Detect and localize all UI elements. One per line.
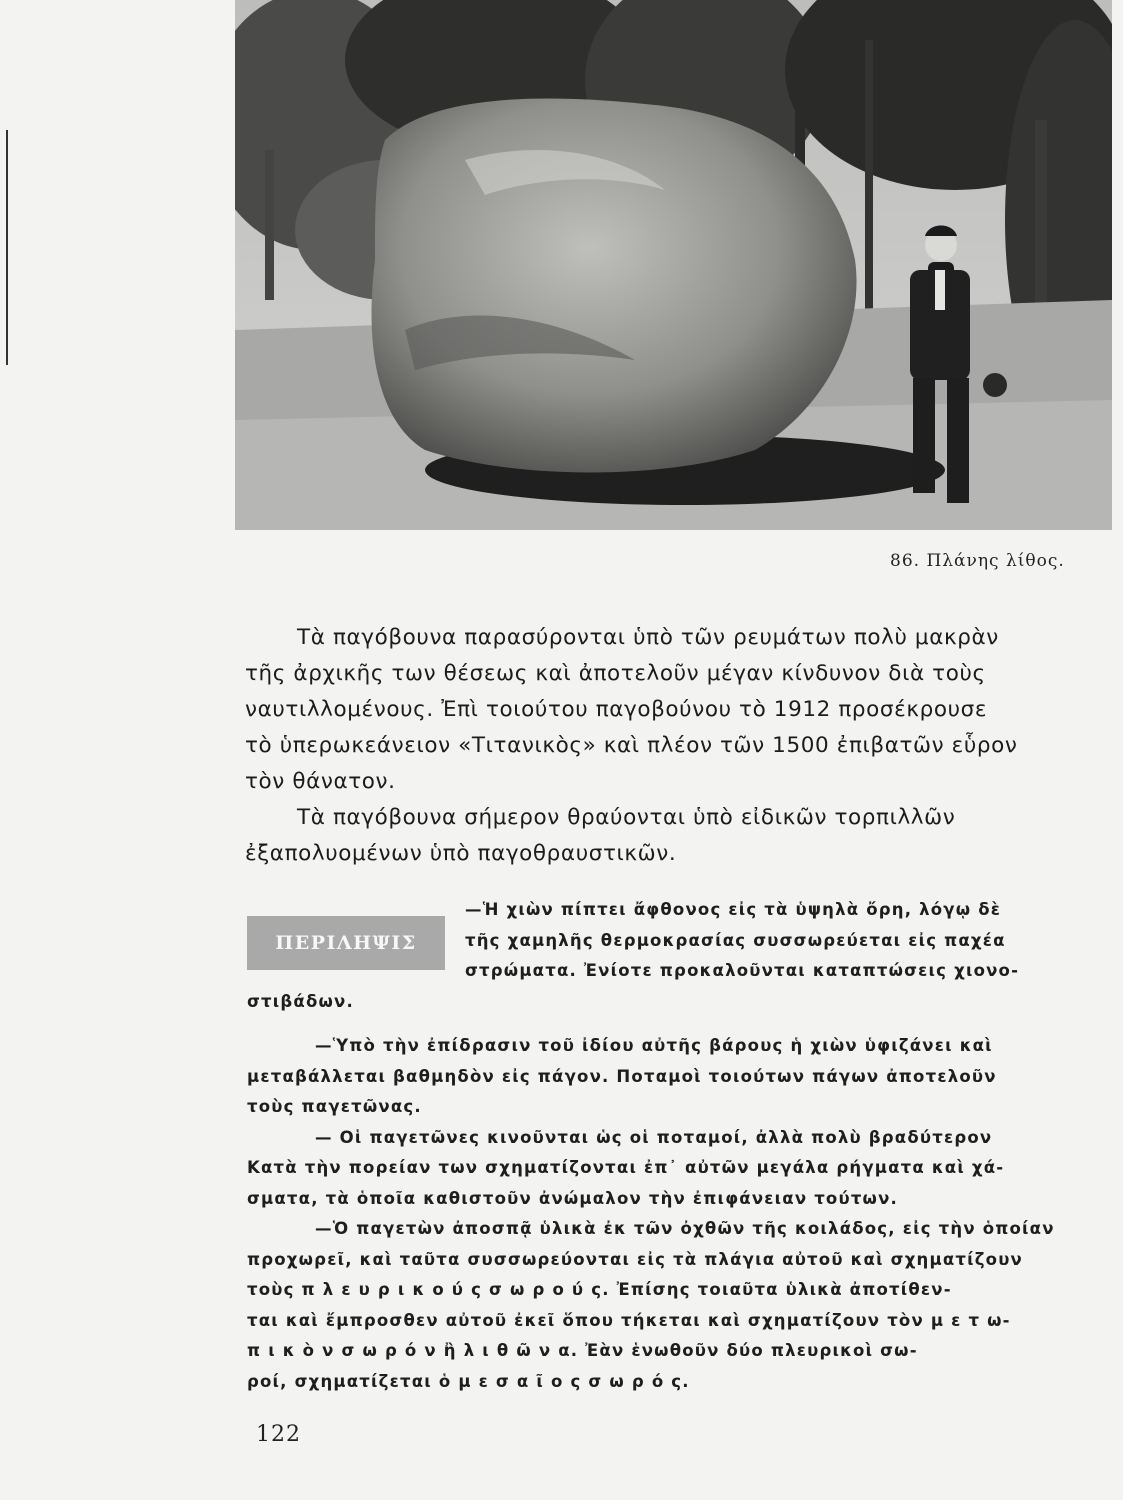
summary-line: —Ὁ παγετὼν ἀποσπᾷ ὑλικὰ ἐκ τῶν ὀχθῶν τῆς κοιλάδος, εἰς τὴν ὁποίαν <box>315 1219 1055 1238</box>
summary-line: ροί, σχηματίζεται ὁ μ ε σ α ῖ ο ς σ ω ρ ό ς. <box>247 1371 690 1391</box>
summary-line: π ι κ ὸ ν σ ω ρ ό ν ἢ λ ι θ ῶ ν α. Ἐὰν ἑνωθοῦν δύο πλευρικοὶ σω- <box>247 1341 918 1360</box>
body-line: τὸ ὑπερωκεάνειον «Τιτανικὸς» καὶ πλέον τῶν 1500 ἐπιβατῶν εὗρον <box>245 733 1018 758</box>
summary-line: — Οἱ παγετῶνες κινοῦνται ὡς οἱ ποταμοί, ἀλλὰ πολὺ βραδύτερον <box>315 1127 993 1147</box>
summary-line: μεταβάλλεται βαθμηδὸν εἰς πάγον. Ποταμοὶ τοιούτων πάγων ἀποτελοῦν <box>247 1066 997 1086</box>
summary-line: ται καὶ ἔμπροσθεν αὐτοῦ ἐκεῖ ὅπου τήκεται καὶ σχηματίζουν τὸν μ ε τ ω- <box>247 1310 1011 1330</box>
summary-line: Κατὰ τὴν πορείαν των σχηματίζονται ἐπ᾿ αὐτῶν μεγάλα ρήγματα καὶ χά- <box>247 1158 1005 1177</box>
summary-line: τῆς χαμηλῆς θερμοκρασίας συσσωρεύεται εἰς παχέα <box>465 930 1006 950</box>
body-line: τῆς ἀρχικῆς των θέσεως καὶ ἀποτελοῦν μέγαν κίνδυνον διὰ τοὺς <box>245 661 986 686</box>
summary-line: σματα, τὰ ὁποῖα καθιστοῦν ἀνώμαλον τὴν ἐπιφάνειαν τούτων. <box>247 1188 898 1208</box>
summary-text <box>247 895 1123 1397</box>
body-line: Τὰ παγόβουνα παρασύρονται ὑπὸ τῶν ρευμάτων πολὺ μακρὰν <box>297 625 999 650</box>
summary-line: στιβάδων. <box>247 991 354 1011</box>
summary-line: στρώματα. Ἐνίοτε προκαλοῦνται καταπτώσεις χιονο- <box>465 961 1020 980</box>
summary-badge: ΠΕΡΙΛΗΨΙΣ <box>247 916 445 970</box>
summary-line: τοὺς παγετῶνας. <box>247 1097 422 1116</box>
summary-line: —Ὑπὸ τὴν ἐπίδρασιν τοῦ ἰδίου αὐτῆς βάρους ἡ χιὼν ὑφιζάνει καὶ <box>315 1036 993 1055</box>
page-binding-edge <box>6 130 8 365</box>
figure-caption: 86. Πλάνης λίθος. <box>890 551 1065 571</box>
summary-line: —Ἡ χιὼν πίπτει ἄφθονος εἰς τὰ ὑψηλὰ ὄρη, λόγῳ δὲ <box>465 900 1002 919</box>
body-line: ναυτιλλομένους. Ἐπὶ τοιούτου παγοβούνου τὸ 1912 προσέκρουσε <box>245 697 988 722</box>
body-line: ἐξαπολυομένων ὑπὸ παγοθραυστικῶν. <box>245 841 677 866</box>
summary-line: τοὺς π λ ε υ ρ ι κ ο ύ ς σ ω ρ ο ύ ς. Ἐπίσης τοιαῦτα ὑλικὰ ἀποτίθεν- <box>247 1280 952 1299</box>
page-number: 122 <box>256 1422 301 1447</box>
body-text <box>245 620 1120 872</box>
boulder-photo <box>235 0 1112 530</box>
summary-line: προχωρεῖ, καὶ ταῦτα συσσωρεύονται εἰς τὰ πλάγια αὐτοῦ καὶ σχηματίζουν <box>247 1249 1023 1269</box>
body-line: τὸν θάνατον. <box>245 769 396 794</box>
body-line: Τὰ παγόβουνα σήμερον θραύονται ὑπὸ εἰδικῶν τορπιλλῶν <box>297 805 956 830</box>
